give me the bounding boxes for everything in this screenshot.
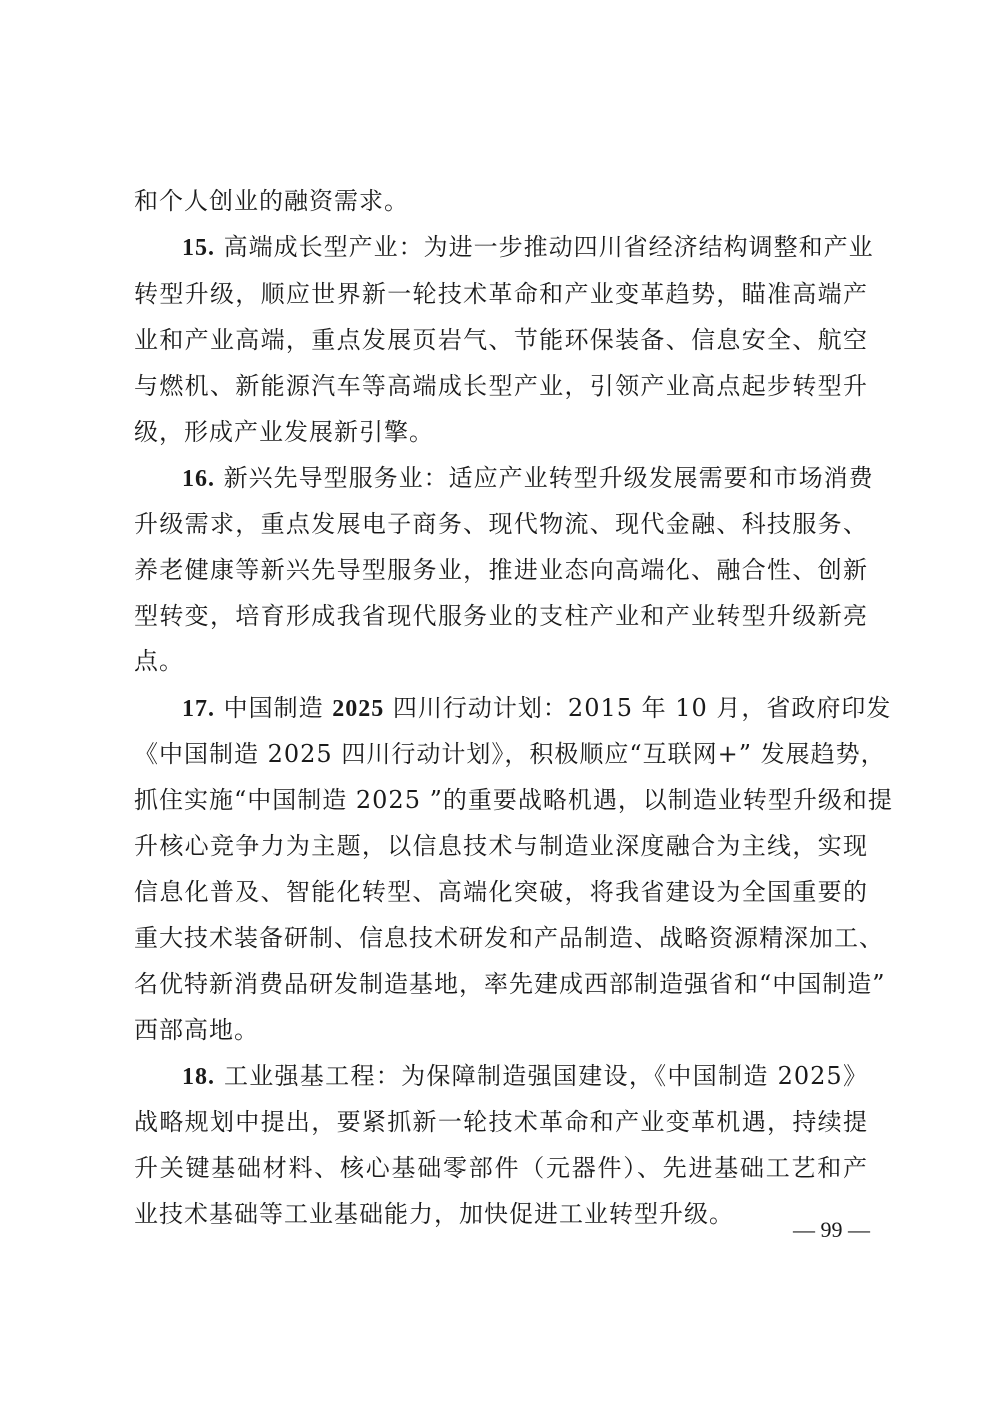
text-line: 升关键基础材料、核心基础零部件（元器件）、先进基础工艺和产 <box>134 1154 868 1182</box>
text-line: 升核心竞争力为主题，以信息技术与制造业深度融合为主线，实现 <box>134 832 868 860</box>
text-line: 战略规划中提出，要紧抓新一轮技术革命和产业变革机遇，持续提 <box>134 1108 868 1136</box>
text-line: 名优特新消费品研发制造基地，率先建成西部制造强省和“中国制造” <box>134 970 886 998</box>
item-number: 17. <box>182 696 215 722</box>
text-line: 升级需求，重点发展电子商务、现代物流、现代金融、科技服务、 <box>134 510 868 538</box>
item-number: 18. <box>182 1064 215 1090</box>
item-number: 16. <box>182 466 215 492</box>
text-line: 点。 <box>134 647 184 675</box>
paragraph-text: 中国制造 <box>223 694 324 722</box>
item-number: 15. <box>182 235 215 261</box>
text-line: 转型升级，顺应世界新一轮技术革命和产业变革趋势，瞄准高端产 <box>134 280 868 308</box>
text-line: 业技术基础等工业基础能力，加快促进工业转型升级。 <box>134 1200 734 1228</box>
text-line: 业和产业高端，重点发展页岩气、节能环保装备、信息安全、航空 <box>134 326 868 354</box>
paragraph-text: 工业强基工程：为保障制造强国建设，《中国制造 2025》 <box>223 1062 868 1090</box>
text-line: 抓住实施“中国制造 2025 ”的重要战略机遇，以制造业转型升级和提 <box>134 786 893 814</box>
paragraph-text: 四川行动计划：2015 年 10 月，省政府印发 <box>392 694 892 722</box>
bold-year: 2025 <box>332 696 385 722</box>
paragraph-17-line-1 <box>182 693 892 723</box>
text-line: 型转变，培育形成我省现代服务业的支柱产业和产业转型升级新亮 <box>134 602 868 630</box>
text-line: 重大技术装备研制、信息技术研发和产品制造、战略资源精深加工、 <box>134 924 884 952</box>
text-line: 《中国制造 2025 四川行动计划》，积极顺应“互联网+” 发展趋势， <box>134 740 886 768</box>
text-line: 与燃机、新能源汽车等高端成长型产业，引领产业高点起步转型升 <box>134 372 868 400</box>
paragraph-15-line-1 <box>182 232 874 262</box>
paragraph-18-line-1 <box>182 1061 868 1091</box>
paragraph-text: 新兴先导型服务业：适应产业转型升级发展需要和市场消费 <box>223 464 874 492</box>
text-line: 西部高地。 <box>134 1016 259 1044</box>
text-line: 信息化普及、智能化转型、高端化突破，将我省建设为全国重要的 <box>134 878 868 906</box>
paragraph-16-line-1 <box>182 463 874 493</box>
paragraph-text: 高端成长型产业：为进一步推动四川省经济结构调整和产业 <box>223 233 874 261</box>
text-line: 养老健康等新兴先导型服务业，推进业态向高端化、融合性、创新 <box>134 556 868 584</box>
text-line: 和个人创业的融资需求。 <box>134 187 409 215</box>
page-number: — 99 — <box>793 1217 870 1242</box>
text-line: 级，形成产业发展新引擎。 <box>134 418 434 446</box>
